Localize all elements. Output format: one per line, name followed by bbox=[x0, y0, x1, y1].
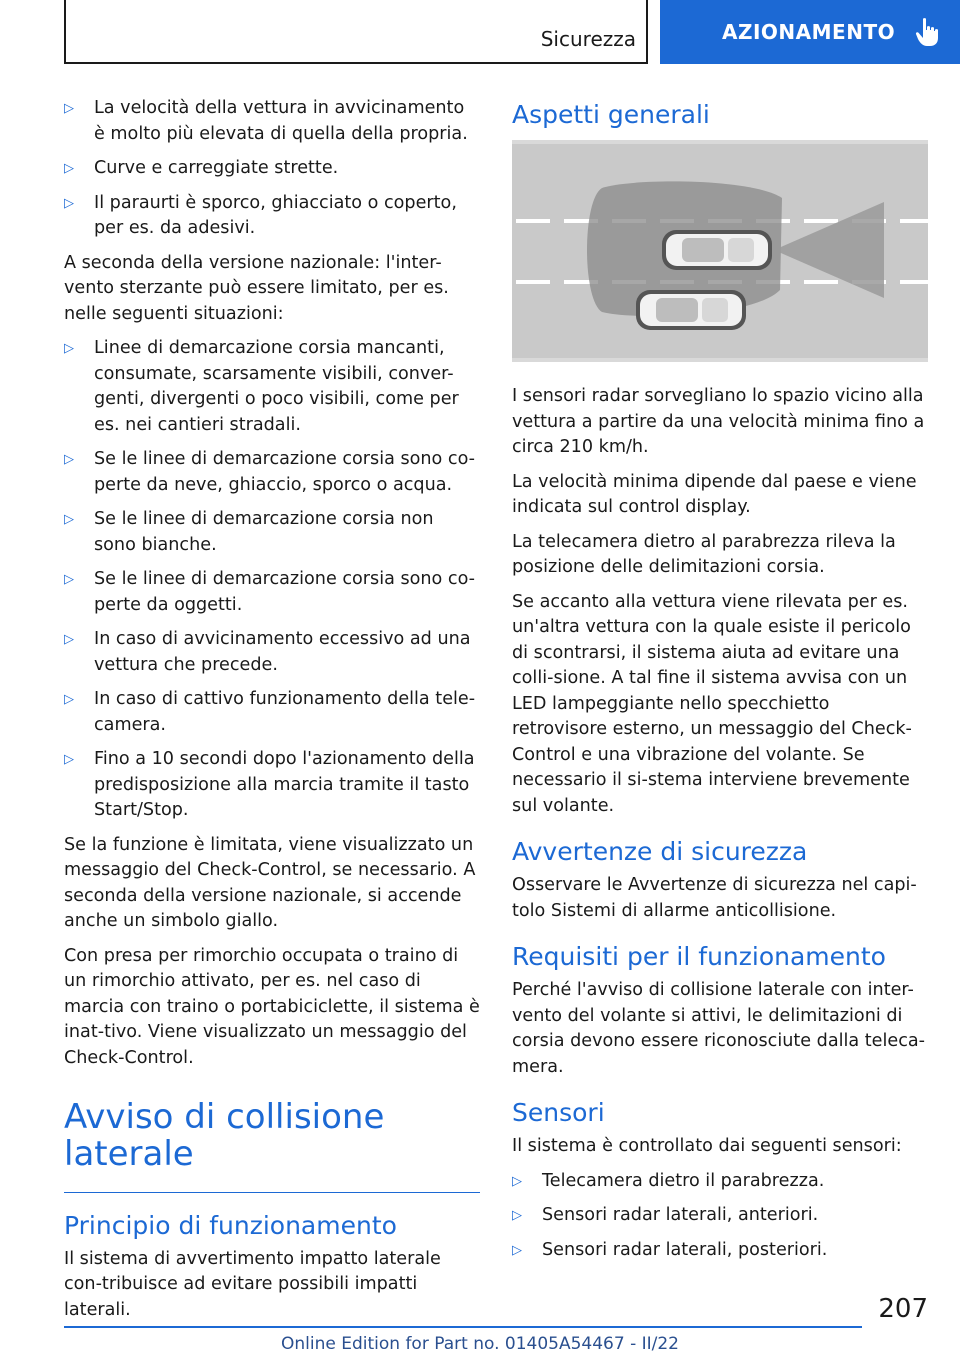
triangle-bullet-icon: ▷ bbox=[512, 1242, 522, 1258]
side-collision-illustration bbox=[512, 140, 928, 362]
subsection-title-sensors: Sensori bbox=[512, 1098, 605, 1127]
list-item: ▷ Se le linee di demarcazione corsia sono co-perte da neve, ghiaccio, sporco o acqua. bbox=[64, 449, 476, 495]
triangle-bullet-icon: ▷ bbox=[64, 752, 74, 767]
list-item: ▷ In caso di avvicinamento eccessivo ad una vettura che precede. bbox=[64, 629, 471, 675]
list-item: ▷ La velocità della vettura in avvicinamento è molto più elevata di quella della propria. bbox=[64, 98, 468, 144]
list-item: ▷ Curve e carreggiate strette. bbox=[64, 156, 480, 182]
section-title: Avviso di collisione laterale bbox=[64, 1099, 480, 1193]
triangle-bullet-icon: ▷ bbox=[64, 692, 74, 707]
triangle-bullet-icon: ▷ bbox=[64, 572, 74, 587]
triangle-bullet-icon: ▷ bbox=[64, 161, 74, 176]
list-item: ▷ Linee di demarcazione corsia mancanti, consumate, scarsamente visibili, conver-genti, divergenti o poco visibili, come per es. nei cantieri stradali. bbox=[64, 338, 459, 435]
paragraph-national: A seconda della versione nazionale: l'inter-vento sterzante può essere limitato, per es. nelle seguenti situazioni: bbox=[64, 252, 449, 324]
paragraph-min-speed: La velocità minima dipende dal paese e viene indicata sul control display. bbox=[512, 471, 917, 517]
subsection-title-principle: Principio di funzionamento bbox=[64, 1210, 397, 1240]
triangle-bullet-icon: ▷ bbox=[64, 101, 74, 116]
list-item: ▷ Fino a 10 secondi dopo l'azionamento della predisposizione alla marcia tramite il tasto Start/Stop. bbox=[64, 749, 475, 820]
paragraph-radar: I sensori radar sorvegliano lo spazio vicino alla vettura a partire da una velocità minima fino a circa 210 km/h. bbox=[512, 386, 925, 457]
footer-edition: Online Edition for Part no. 01405A54467 - II/22 bbox=[280, 1334, 679, 1354]
triangle-bullet-icon: ▷ bbox=[512, 1208, 522, 1223]
paragraph-limited: Se la funzione è limitata, viene visualizzato un messaggio del Check-Control, se necessario. A seconda della versione nazionale, si accende anche un simbolo giallo. bbox=[64, 834, 476, 931]
triangle-bullet-icon: ▷ bbox=[512, 1173, 522, 1189]
list-item: ▷ In caso di cattivo funzionamento della tele-camera. bbox=[64, 689, 476, 735]
paragraph-requirements: Perché l'avviso di collisione laterale con inter-vento del volante si attivi, le delimitazioni di corsia devono essere riconosciute dalla teleca-mera. bbox=[512, 980, 926, 1077]
list-item: ▷ Sensori radar laterali, anteriori. bbox=[512, 1203, 928, 1229]
list-item: ▷ Telecamera dietro il parabrezza. bbox=[512, 1169, 928, 1195]
footer-divider bbox=[64, 1326, 862, 1328]
car-ego bbox=[662, 230, 772, 270]
header-chapter-title: AZIONAMENTO bbox=[722, 20, 896, 44]
subsection-title-safety: Avvertenze di sicurezza bbox=[512, 837, 808, 866]
paragraph-principle: Il sistema di avvertimento impatto laterale con-tribuisce ad evitare possibili impatti laterali. bbox=[64, 1248, 441, 1320]
paragraph-sensors: Il sistema è controllato dai seguenti sensori: bbox=[512, 1136, 902, 1156]
paragraph-camera: La telecamera dietro al parabrezza rileva la posizione delle delimitazioni corsia. bbox=[512, 531, 896, 577]
car-adjacent bbox=[636, 290, 746, 330]
triangle-bullet-icon: ▷ bbox=[64, 452, 74, 467]
paragraph-safety: Osservare le Avvertenze di sicurezza nel capi-tolo Sistemi di allarme anticollisione. bbox=[512, 875, 917, 921]
subsection-title-requirements: Requisiti per il funzionamento bbox=[512, 942, 886, 971]
hand-pointer-icon bbox=[915, 17, 941, 47]
paragraph-detected: Se accanto alla vettura viene rilevata per es. un'altra vettura con la quale esiste il pericolo di scontrarsi, il sistema aiuta ad evitare una colli-sione. A tal fine il sistema avvisa con un LED lampeggiante nello specchietto retrovisore esterno, un messaggio del Check-Control e una vibrazione del volante. Se necessario il si-stema interviene brevemente sul volante. bbox=[512, 591, 912, 816]
triangle-bullet-icon: ▷ bbox=[64, 632, 74, 647]
triangle-bullet-icon: ▷ bbox=[64, 341, 74, 356]
paragraph-trailer: Con presa per rimorchio occupata o traino di un rimorchio attivato, per es. nel caso di marcia con traino o portabiciclette, il sistema è inat-tivo. Viene visualizzato un messaggio del Check-Control. bbox=[64, 945, 480, 1068]
right-column bbox=[512, 96, 928, 1272]
list-item: ▷ Se le linee di demarcazione corsia non sono bianche. bbox=[64, 509, 434, 555]
triangle-bullet-icon: ▷ bbox=[64, 512, 74, 527]
triangle-bullet-icon: ▷ bbox=[64, 195, 74, 211]
list-item: ▷ Sensori radar laterali, posteriori. bbox=[512, 1238, 928, 1264]
national-limits-list bbox=[64, 336, 480, 824]
subsection-title-general: Aspetti generali bbox=[512, 100, 710, 129]
header-chapter-box bbox=[660, 0, 960, 64]
page-number: 207 bbox=[878, 1294, 928, 1324]
list-item: ▷ Se le linee di demarcazione corsia sono co-perte da oggetti. bbox=[64, 569, 476, 615]
sensors-list bbox=[512, 1169, 928, 1264]
header-section-title: Sicurezza bbox=[540, 27, 636, 51]
left-column bbox=[64, 96, 480, 1332]
list-item: ▷ Il paraurti è sporco, ghiacciato o coperto, per es. da adesivi. bbox=[64, 192, 457, 238]
situations-list bbox=[64, 96, 480, 242]
